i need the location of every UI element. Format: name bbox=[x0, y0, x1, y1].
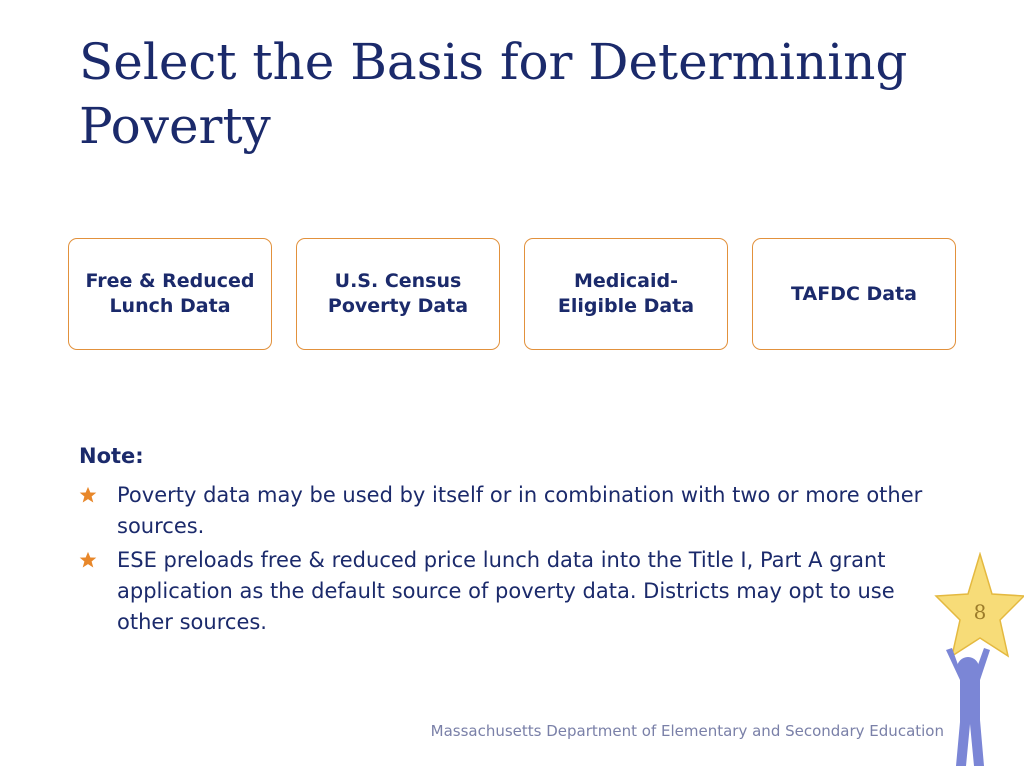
note-item bbox=[79, 480, 939, 542]
option-medicaid-eligible[interactable] bbox=[524, 238, 728, 350]
option-label-line1: Medicaid- bbox=[573, 270, 678, 292]
slide-title: Select the Basis for Determining Poverty bbox=[79, 33, 908, 155]
option-label-line2: Eligible Data bbox=[557, 295, 695, 317]
option-census-poverty[interactable] bbox=[296, 238, 500, 350]
option-tafdc[interactable] bbox=[752, 238, 956, 350]
page-number: 8 bbox=[973, 600, 987, 624]
note-list bbox=[79, 480, 939, 641]
option-label-line1: U.S. Census bbox=[334, 270, 462, 292]
note-item bbox=[79, 545, 939, 638]
option-label-line2: Lunch Data bbox=[109, 295, 231, 317]
note-heading: Note: bbox=[79, 444, 144, 468]
note-text: Poverty data may be used by itself or in combination with two or more other sources. bbox=[117, 483, 923, 538]
orange-star-icon bbox=[79, 486, 97, 504]
option-label-line1: TAFDC Data bbox=[791, 282, 917, 305]
orange-star-icon bbox=[79, 551, 97, 569]
footer-text: Massachusetts Department of Elementary and Secondary Education bbox=[430, 722, 944, 740]
star-mascot-icon bbox=[930, 552, 1024, 768]
option-label-line2: Poverty Data bbox=[327, 295, 469, 317]
poverty-basis-options bbox=[68, 238, 956, 350]
option-label-line1: Free & Reduced bbox=[85, 270, 255, 292]
note-text: ESE preloads free & reduced price lunch data into the Title I, Part A grant application as the default source of poverty data. Districts may opt to use other sources. bbox=[117, 548, 895, 634]
option-free-reduced-lunch[interactable] bbox=[68, 238, 272, 350]
